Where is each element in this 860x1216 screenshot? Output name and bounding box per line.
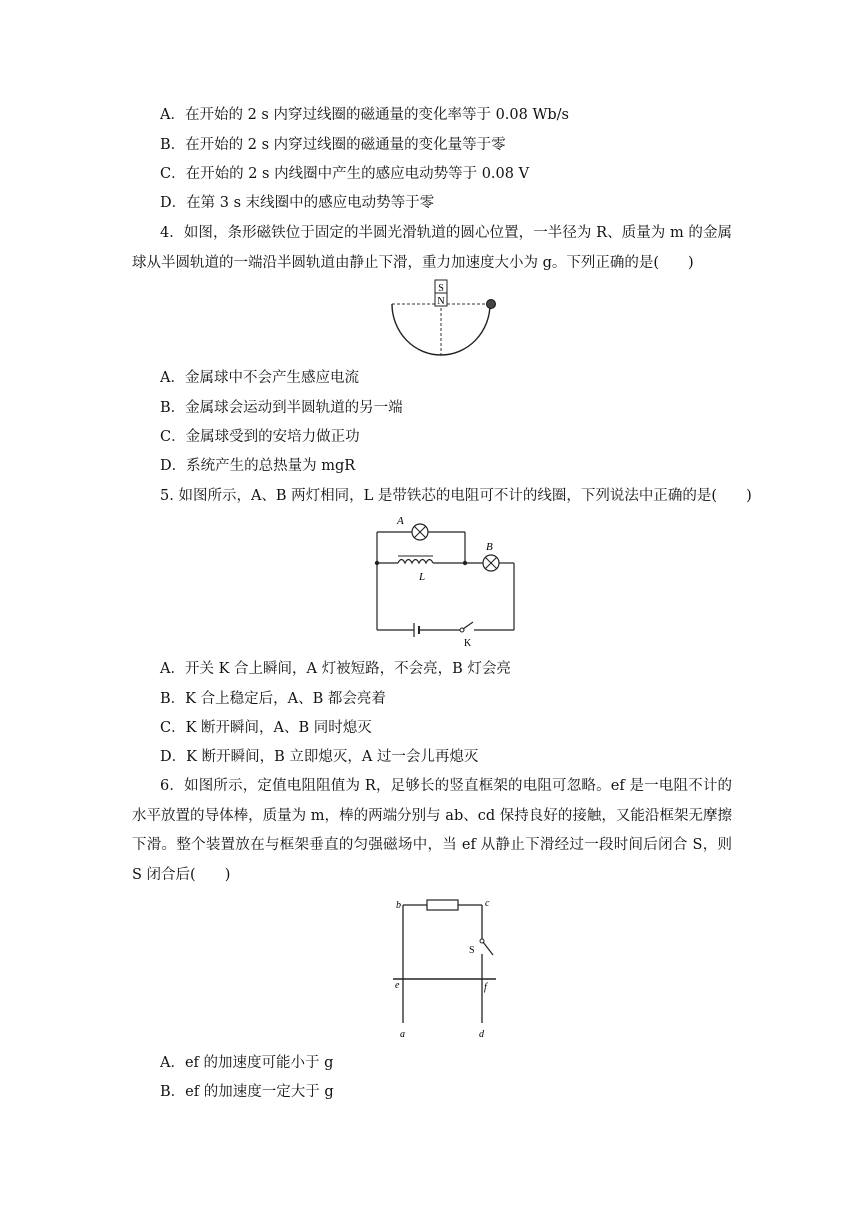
- q6-label-e: e: [395, 980, 400, 991]
- q6-stem: 6．如图所示，定值电阻阻值为 R，足够长的竖直框架的电阻可忽略。ef 是一电阻不计的水平放置的导体棒，质量为 m，棒的两端分别与 ab、cd 保持良好的接触，又能沿框架无摩擦下滑。整个装置放在与框架垂直的匀强磁场中，当 ef 从静止下滑经过一段时间后闭合 S，则 S 闭合后( ): [132, 778, 732, 883]
- q3-option-a: A．在开始的 2 s 内穿过线圈的磁通量的变化率等于 0.08 Wb/s: [160, 107, 569, 123]
- q6-label-a: a: [400, 1029, 405, 1040]
- q4-stem: 4．如图，条形磁铁位于固定的半圆光滑轨道的圆心位置，一半径为 R、质量为 m 的金属球从半圆轨道的一端沿半圆轨道由静止下滑，重力加速度大小为 g。下列正确的是( ): [132, 225, 732, 271]
- q4-option-d: D．系统产生的总热量为 mgR: [160, 458, 356, 474]
- q3-option-c: C．在开始的 2 s 内线圈中产生的感应电动势等于 0.08 V: [160, 166, 530, 182]
- q4-magnet-s-label: S: [438, 283, 444, 294]
- q5-option-c: C．K 断开瞬间，A、B 同时熄灭: [160, 720, 372, 736]
- q5-coil-label: L: [419, 571, 426, 583]
- q5-option-b: B．K 合上稳定后，A、B 都会亮着: [160, 691, 386, 707]
- q5-coil-l: [398, 560, 433, 564]
- q3-option-b: B．在开始的 2 s 内穿过线圈的磁通量的变化量等于零: [160, 137, 506, 153]
- q6-option-b: B．ef 的加速度一定大于 g: [160, 1084, 334, 1100]
- q6-label-d: d: [479, 1029, 484, 1040]
- q6-option-a: A．ef 的加速度可能小于 g: [160, 1055, 334, 1071]
- q5-option-a: A．开关 K 合上瞬间，A 灯被短路，不会亮，B 灯会亮: [160, 661, 511, 677]
- q5-lamp-b-label: B: [486, 541, 493, 553]
- q5-circuit-figure: [370, 510, 520, 650]
- q5-option-d: D．K 断开瞬间，B 立即熄灭，A 过一会儿再熄灭: [160, 749, 479, 765]
- q6-label-s: S: [469, 945, 475, 956]
- q5-stem: 5. 如图所示，A、B 两灯相同，L 是带铁芯的电阻可不计的线圈，下列说法中正确的是( ): [160, 488, 752, 504]
- q4-option-c: C．金属球受到的安培力做正功: [160, 429, 360, 445]
- q4-option-b: B．金属球会运动到半圆轨道的另一端: [160, 400, 403, 416]
- q6-label-f: f: [484, 982, 487, 993]
- q6-resistor-r: [427, 900, 458, 910]
- q6-switch-blade: [483, 942, 493, 955]
- q5-junction-right: [463, 561, 467, 565]
- q5-junction-left: [375, 561, 379, 565]
- q5-switch-blade: [463, 622, 473, 629]
- q5-lamp-a-label: A: [397, 515, 404, 527]
- q4-figure: [389, 280, 509, 360]
- q3-option-d: D．在第 3 s 末线圈中的感应电动势等于零: [160, 195, 435, 211]
- q4-option-a: A．金属球中不会产生感应电流: [160, 370, 359, 386]
- q4-magnet-n-label: N: [437, 296, 445, 307]
- q6-label-c: c: [485, 898, 490, 909]
- q5-switch-label: K: [464, 638, 472, 649]
- q6-label-b: b: [396, 900, 401, 911]
- q6-frame-figure: [393, 895, 523, 1045]
- q4-metal-ball: [487, 300, 496, 309]
